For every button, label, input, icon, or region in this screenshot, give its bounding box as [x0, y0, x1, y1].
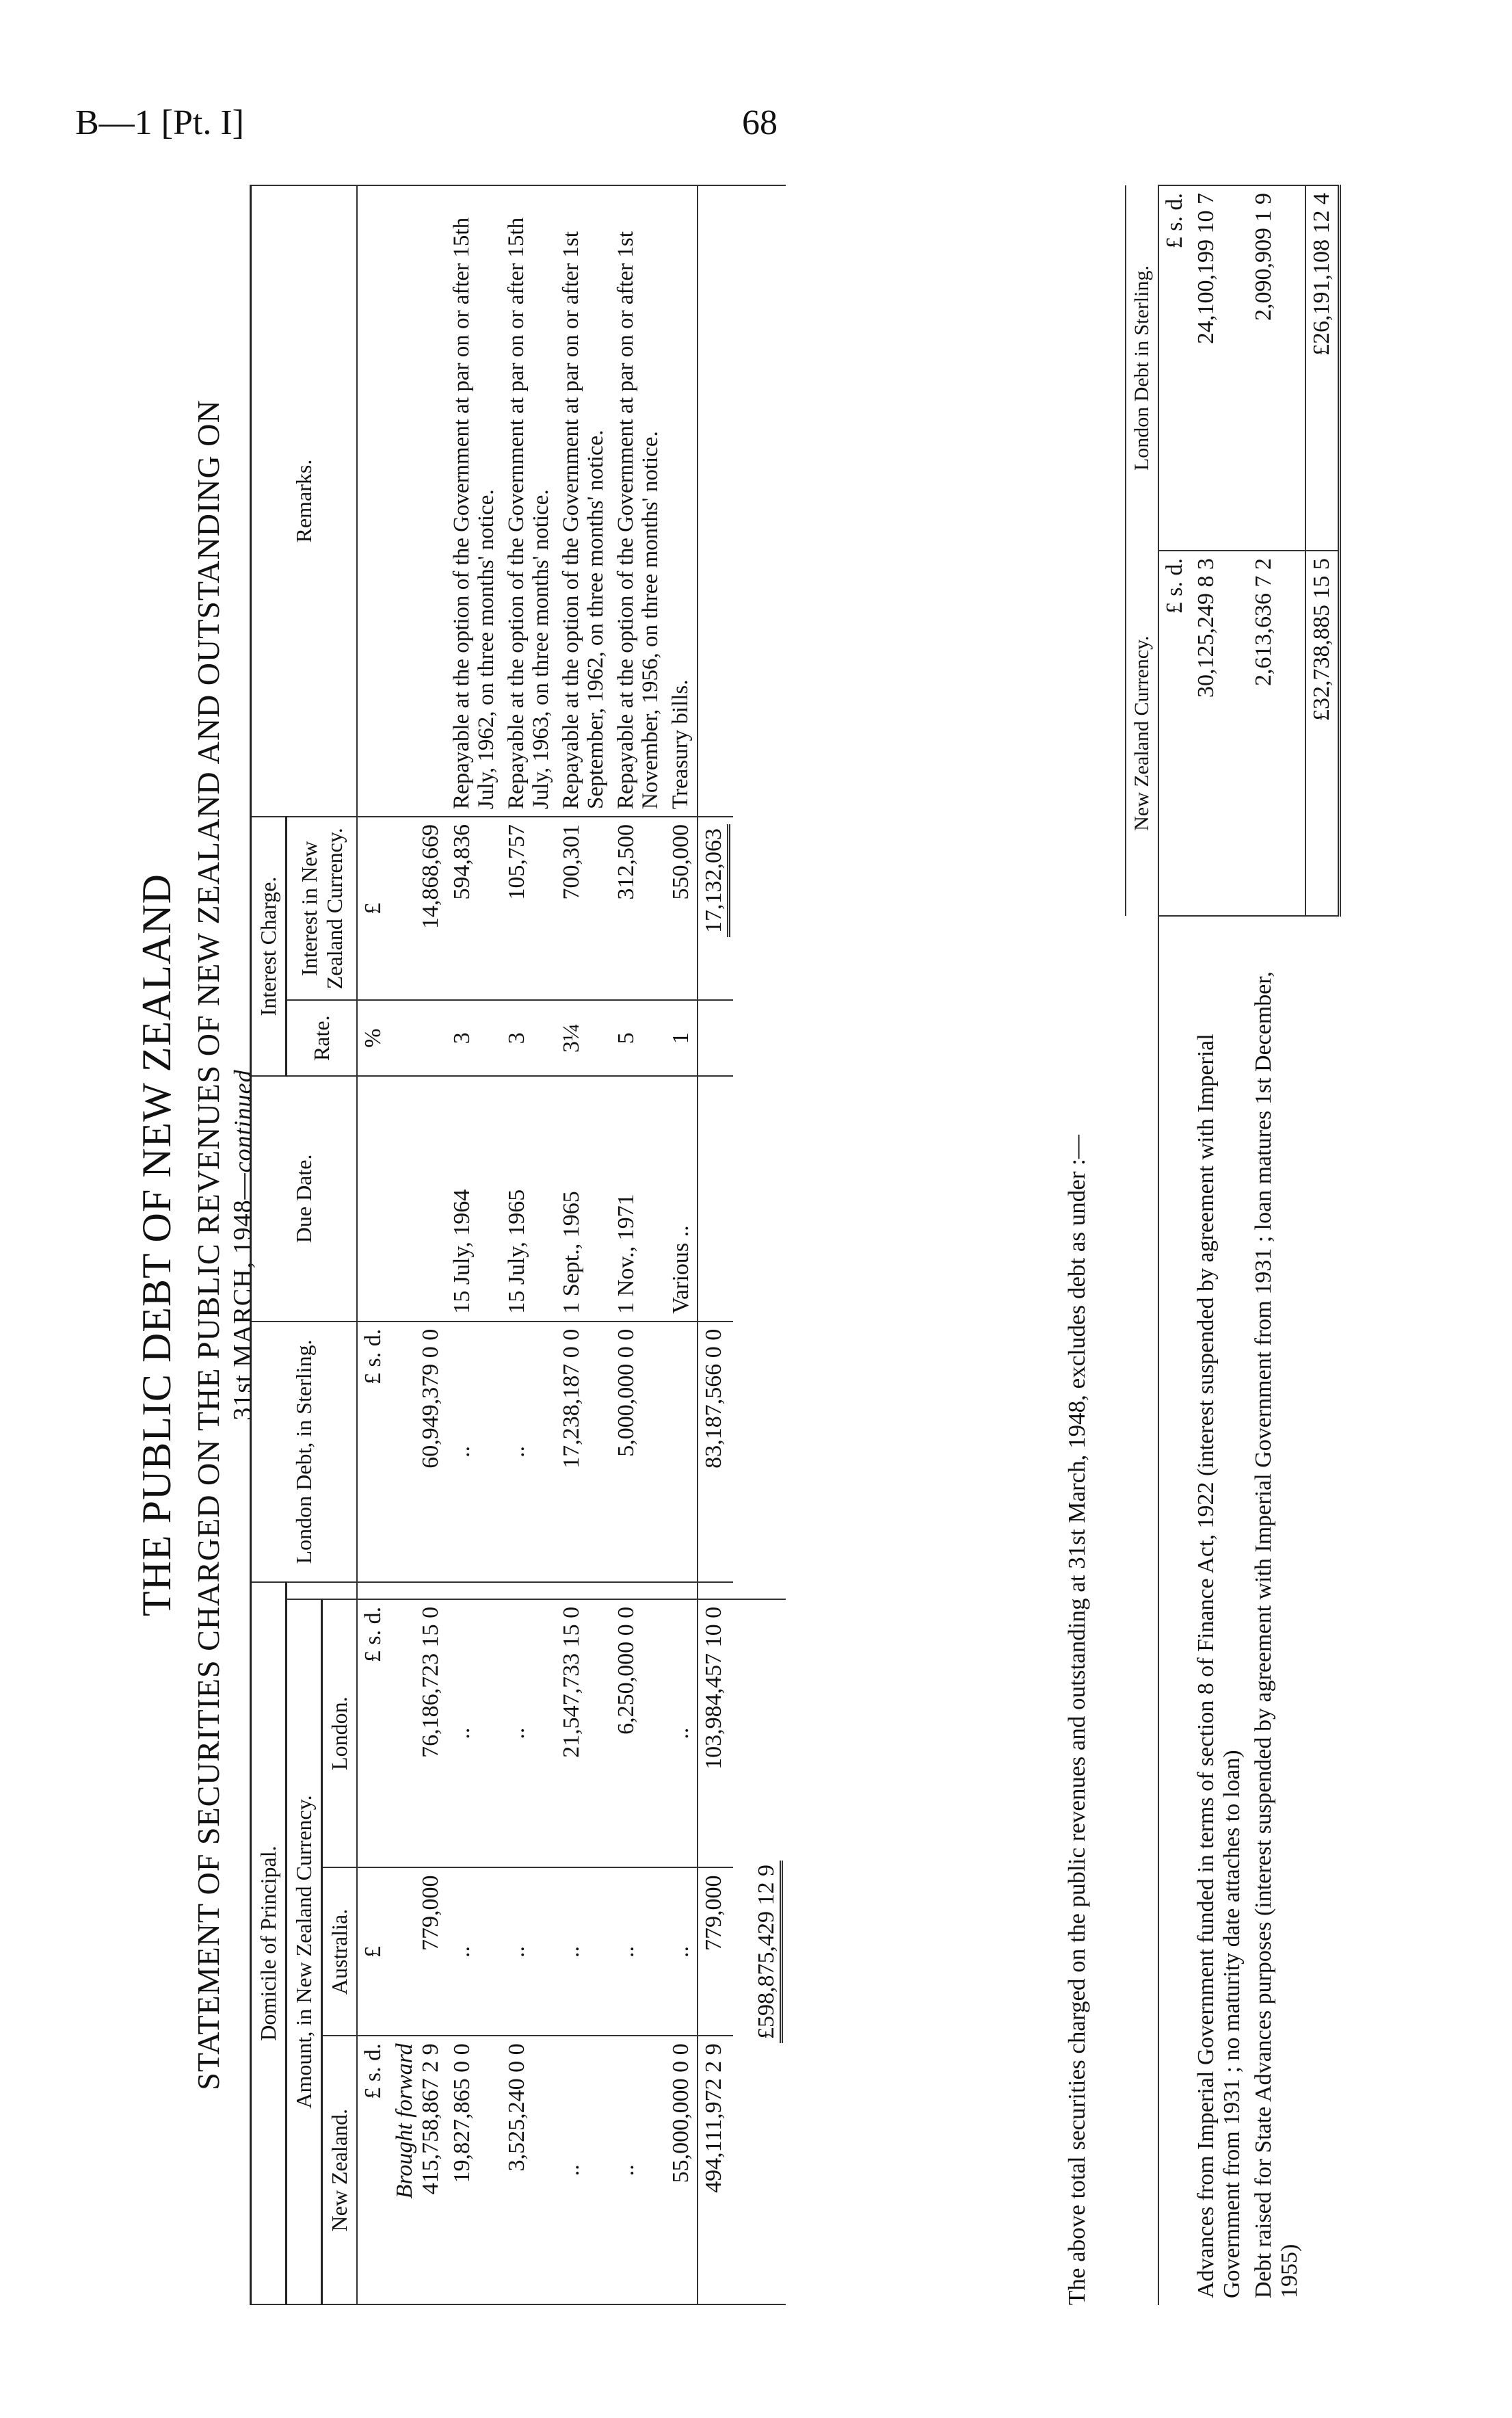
australia-header: Australia.	[322, 1867, 358, 2036]
totals-row: 494,111,972 2 9 779,000 103,984,457 10 0 83,187,566 0 0 17,132,063	[698, 185, 733, 2304]
adv-london-header: London Debt in Sterling.	[1126, 185, 1158, 551]
rotated-table-page	[133, 185, 1433, 2305]
table-row: Advances from Imperial Government funded in terms of section 8 of Finance Act, 1922 (interest suspended by agreement with Imperial Government from 1931 ; no maturity date attaches to loan) 30,125,249 8 3 24,100,199 10 7	[1191, 185, 1248, 2305]
domicile-header: Domicile of Principal.	[251, 1582, 287, 2304]
table-row: 19,827,865 0 0 .. .. .. 15 July, 1964 3 594,836 Repayable at the option of the Government at par on or after 15th July, 1962, on three months' notice.	[447, 185, 501, 2304]
grand-total: £598,875,429 12 9	[754, 1861, 783, 2043]
table-row: Debt raised for State Advances purposes (interest suspended by agreement with Imperial Government from 1931 ; loan matures 1st December, 1955) 2,613,636 7 2 2,090,909 1 9	[1248, 185, 1305, 2305]
table-row: .. .. 21,547,733 15 0 17,238,187 0 0 1 Sept., 1965 3¼ 700,301 Repayable at the option of the Government at par on or after 1st September, 1962, on three months' notice.	[556, 185, 611, 2304]
page-number: 68	[742, 103, 778, 142]
rate-header: Rate.	[287, 1000, 358, 1076]
excluded-debt-note: The above total securities charged on the public revenues and outstanding at 31st March, 1948, excludes debt as under :—	[1063, 1135, 1090, 2305]
statement-title: STATEMENT OF SECURITIES CHARGED ON THE PUBLIC REVENUES OF NEW ZEALAND AND OUTSTANDING ON	[191, 399, 226, 2090]
remarks-header: Remarks.	[251, 185, 358, 817]
interest-nz-header: Interest in New Zealand Currency.	[287, 817, 358, 1001]
table-row: 3,525,240 0 0 .. .. .. 15 July, 1965 3 105,757 Repayable at the option of the Government at par on or after 15th July, 1963, on three months' notice.	[501, 185, 556, 2304]
london-header: London.	[322, 1599, 358, 1868]
london-debt-header: London Debt, in Sterling.	[251, 1322, 358, 1582]
grand-total-row	[733, 185, 786, 2304]
document-code: B—1 [Pt. I]	[75, 103, 244, 142]
brought-forward-label: Brought forward	[392, 2043, 417, 2199]
page-title: THE PUBLIC DEBT OF NEW ZEALAND	[134, 873, 179, 1617]
statement-date: 31st MARCH, 1948—continued	[228, 1069, 257, 1421]
securities-table	[250, 185, 786, 2305]
units-row: £ s. d. £ £ s. d. £ s. d. % £	[357, 185, 389, 2304]
interest-charge-header: Interest Charge.	[251, 817, 287, 1076]
due-date-header: Due Date.	[251, 1076, 358, 1322]
excluded-debt-table: New Zealand Currency. London Debt in Sterling. £ s. d. £ s. d. Advances from Imperial Government funded in terms of section 8 of Finance Act, 1922 (interest suspended by agreement with Imperial Government from 1931 ; no maturity date attaches to loan) 30,125,249 8 3 24,100,199 10 7 Debt raised for State Advances purposes (interest suspended by agreement with Imperial Government from 1931 ; loan matures 1st December, 1955) 2,613,636 7 2 2,090,909 1 9 £32,738,885 15 5 £26,191,108 12 4	[1125, 185, 1341, 2305]
adv-nz-header: New Zealand Currency.	[1126, 551, 1158, 916]
amount-nz-header: Amount, in New Zealand Currency.	[287, 1599, 322, 2304]
table-row: Brought forward 415,758,867 2 9 779,000 76,186,723 15 0 60,949,379 0 0 14,868,669	[389, 185, 447, 2304]
new-zealand-header: New Zealand.	[322, 2036, 358, 2304]
advances-total-row: £32,738,885 15 5 £26,191,108 12 4	[1305, 185, 1340, 2305]
table-row: .. .. 6,250,000 0 0 5,000,000 0 0 1 Nov., 1971 5 312,500 Repayable at the option of the Government at par on or after 1st November, 1956, on three months' notice.	[611, 185, 665, 2304]
table-row: 55,000,000 0 0 .. .. Various .. 1 550,000 Treasury bills.	[665, 185, 698, 2304]
